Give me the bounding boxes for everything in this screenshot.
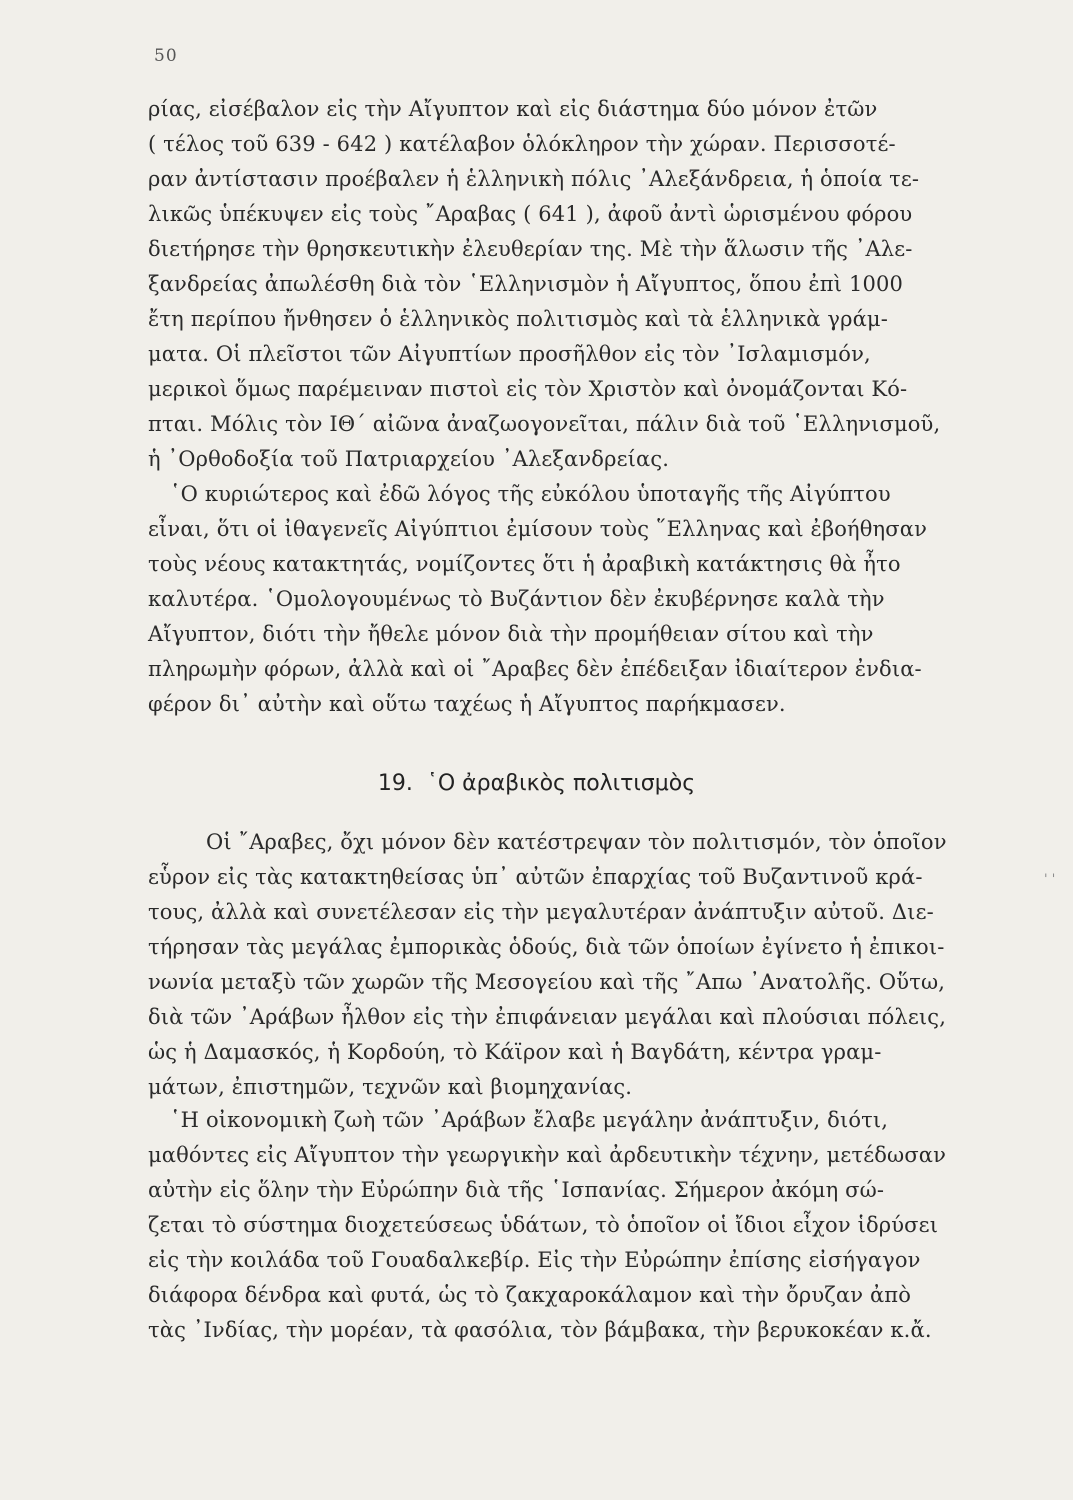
paragraph-1: [148, 92, 988, 477]
text-line: νωνία μεταξὺ τῶν χωρῶν τῆς Μεσογείου καὶ τῆς ῎Απω ᾿Ανατολῆς. Οὕτω,: [148, 970, 946, 994]
paragraph-2: [148, 477, 988, 722]
text-line: εὗρον εἰς τὰς κατακτηθείσας ὑπ᾿ αὐτῶν ἐπαρχίας τοῦ Βυζαντινοῦ κρά-: [148, 865, 923, 889]
text-line: εἰς τὴν κοιλάδα τοῦ Γουαδαλκεβίρ. Εἰς τὴν Εὐρώπην ἐπίσης εἰσήγαγον: [148, 1248, 921, 1272]
text-line: εἶναι, ὅτι οἱ ἰθαγενεῖς Αἰγύπτιοι ἐμίσουν τοὺς ῞Ελληνας καὶ ἐβοήθησαν: [148, 517, 928, 541]
text-line: τήρησαν τὰς μεγάλας ἐμπορικὰς ὁδούς, διὰ τῶν ὁποίων ἐγίνετο ἡ ἐπικοι-: [148, 935, 945, 959]
text-line: διετήρησε τὴν θρησκευτικὴν ἐλευθερίαν της. Μὲ τὴν ἅλωσιν τῆς ᾿Αλε-: [148, 237, 913, 261]
text-line: διάφορα δένδρα καὶ φυτά, ὡς τὸ ζακχαροκάλαμον καὶ τὴν ὄρυζαν ἀπὸ: [148, 1283, 912, 1307]
text-line: ζεται τὸ σύστημα διοχετεύσεως ὑδάτων, τὸ ὁποῖον οἱ ἴδιοι εἶχον ἱδρύσει: [148, 1213, 939, 1237]
text-line: τους, ἀλλὰ καὶ συνετέλεσαν εἰς τὴν μεγαλυτέραν ἀνάπτυξιν αὐτοῦ. Διε-: [148, 900, 934, 924]
text-line: μάτων, ἐπιστημῶν, τεχνῶν καὶ βιομηχανίας.: [148, 1075, 633, 1099]
text-line: Οἱ ῎Αραβες, ὄχι μόνον δὲν κατέστρεψαν τὸν πολιτισμόν, τὸν ὁποῖον: [206, 830, 947, 854]
text-line: μερικοὶ ὅμως παρέμειναν πιστοὶ εἰς τὸν Χριστὸν καὶ ὀνομάζονται Κό-: [148, 377, 908, 401]
text-line: φέρον δι᾿ αὐτὴν καὶ οὕτω ταχέως ἡ Αἴγυπτος παρήκμασεν.: [148, 692, 786, 716]
text-line: ρίας, εἰσέβαλον εἰς τὴν Αἴγυπτον καὶ εἰς διάστημα δύο μόνον ἐτῶν: [148, 97, 878, 121]
section-number: 19.: [377, 771, 413, 796]
text-line: διὰ τῶν ᾿Αράβων ἦλθον εἰς τὴν ἐπιφάνειαν μεγάλαι καὶ πλούσιαι πόλεις,: [148, 1005, 947, 1029]
text-line: ἔτη περίπου ἤνθησεν ὁ ἑλληνικὸς πολιτισμὸς καὶ τὰ ἑλληνικὰ γράμ-: [148, 307, 888, 331]
text-line: τὰς ᾿Ινδίας, τὴν μορέαν, τὰ φασόλια, τὸν βάμβακα, τὴν βερυκοκέαν κ.ἄ.: [148, 1318, 932, 1342]
text-line: ξανδρείας ἀπωλέσθη διὰ τὸν ῾Ελληνισμὸν ἡ Αἴγυπτος, ὅπου ἐπὶ 1000: [148, 272, 903, 296]
margin-mark: ' ': [1044, 872, 1056, 887]
paragraph-3: [148, 825, 988, 1105]
paragraph-4: [148, 1103, 988, 1348]
text-line: ( τέλος τοῦ 639 - 642 ) κατέλαβον ὁλόκληρον τὴν χώραν. Περισσοτέ-: [148, 132, 896, 156]
text-line: καλυτέρα. ῾Ομολογουμένως τὸ Βυζάντιον δὲν ἐκυβέρνησε καλὰ τὴν: [148, 587, 885, 611]
text-line: ῾Ο κυριώτερος καὶ ἐδῶ λόγος τῆς εὐκόλου ὑποταγῆς τῆς Αἰγύπτου: [170, 482, 891, 506]
section-title: ῾Ο ἀραβικὸς πολιτισμὸς: [426, 771, 696, 796]
text-line: ματα. Οἱ πλεῖστοι τῶν Αἰγυπτίων προσῆλθον εἰς τὸν ᾿Ισλαμισμόν,: [148, 342, 871, 366]
text-line: Αἴγυπτον, διότι τὴν ἤθελε μόνον διὰ τὴν προμήθειαν σίτου καὶ τὴν: [148, 622, 874, 646]
text-line: ἡ ᾿Ορθοδοξία τοῦ Πατριαρχείου ᾿Αλεξανδρείας.: [148, 447, 670, 471]
page-number: 50: [154, 46, 178, 66]
text-line: ραν ἀντίστασιν προέβαλεν ἡ ἑλληνικὴ πόλις ᾿Αλεξάνδρεια, ἡ ὁποία τε-: [148, 167, 920, 191]
text-line: λικῶς ὑπέκυψεν εἰς τοὺς ῎Αραβας ( 641 ), ἀφοῦ ἀντὶ ὡρισμένου φόρου: [148, 202, 913, 226]
section-heading: [0, 767, 1073, 801]
text-line: τοὺς νέους κατακτητάς, νομίζοντες ὅτι ἡ ἀραβικὴ κατάκτησις θὰ ἦτο: [148, 552, 901, 576]
text-line: αὐτὴν εἰς ὅλην τὴν Εὐρώπην διὰ τῆς ῾Ισπανίας. Σήμερον ἀκόμη σώ-: [148, 1178, 885, 1202]
text-line: πληρωμὴν φόρων, ἀλλὰ καὶ οἱ ῎Αραβες δὲν ἐπέδειξαν ἰδιαίτερον ἐνδια-: [148, 657, 922, 681]
text-line: μαθόντες εἰς Αἴγυπτον τὴν γεωργικὴν καὶ ἀρδευτικὴν τέχνην, μετέδωσαν: [148, 1143, 947, 1167]
text-line: ὡς ἡ Δαμασκός, ἡ Κορδούη, τὸ Κάϊρον καὶ ἡ Βαγδάτη, κέντρα γραμ-: [148, 1040, 882, 1064]
text-line: ῾Η οἰκονομικὴ ζωὴ τῶν ᾿Αράβων ἔλαβε μεγάλην ἀνάπτυξιν, διότι,: [170, 1108, 889, 1132]
text-line: πται. Μόλις τὸν ΙΘ΄ αἰῶνα ἀναζωογονεῖται, πάλιν διὰ τοῦ ῾Ελληνισμοῦ,: [148, 412, 941, 436]
